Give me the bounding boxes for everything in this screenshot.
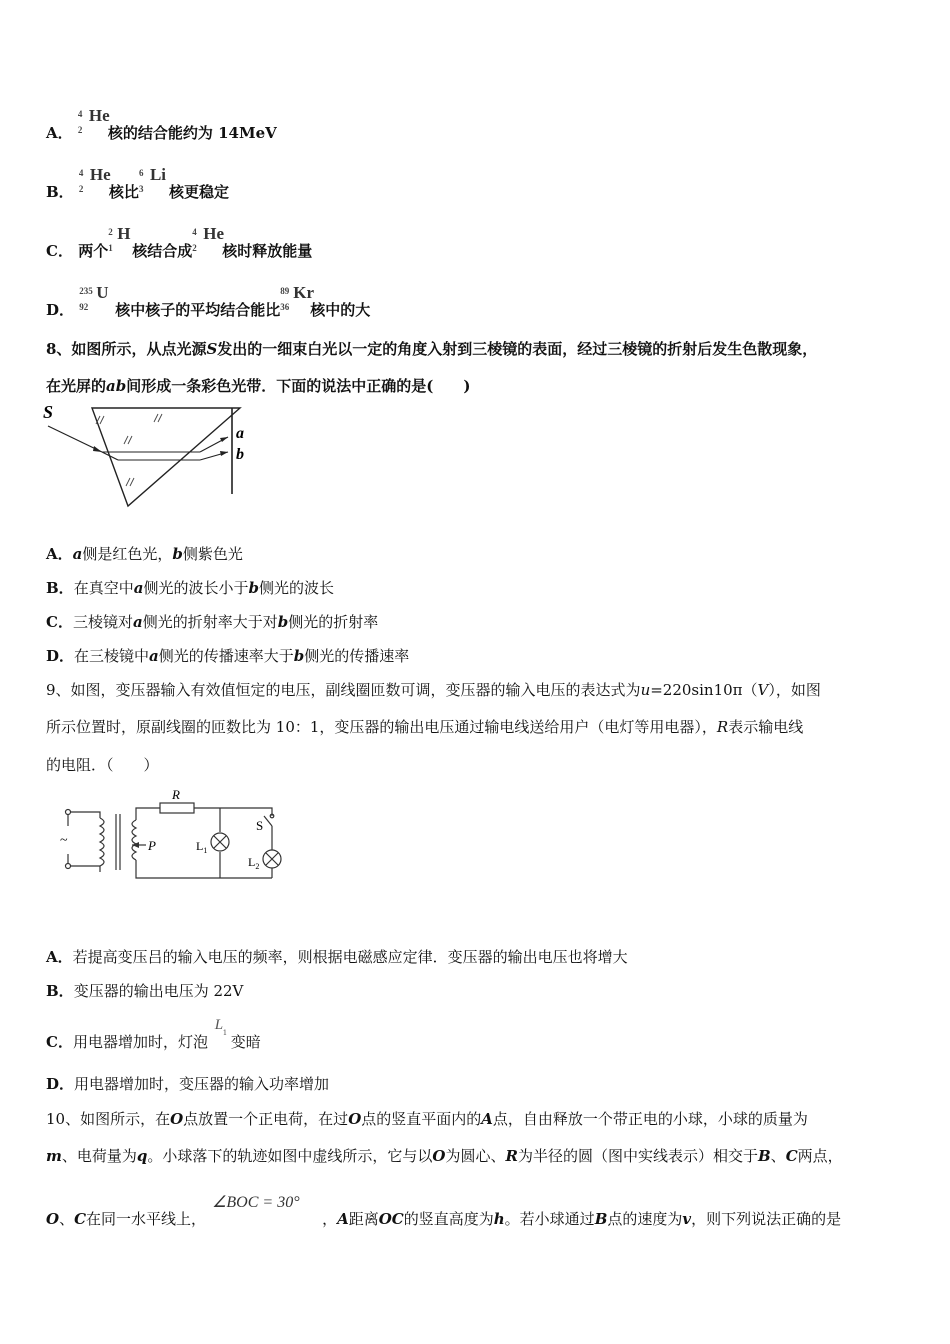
q7-option-a — [46, 106, 277, 143]
q8-stem-line1: 8、如图所示，从点光源S发出的一细束白光以一定的角度入射到三棱镜的表面，经过三棱镜的折射后发生色散现象， — [46, 340, 818, 358]
option-text: 核中核子的平均结合能比 — [115, 301, 281, 319]
label-l1: $L_1$ — [196, 839, 208, 855]
option-text: 两个 — [78, 242, 109, 260]
option-label: D． — [46, 301, 75, 319]
q9-option-c: C．用电器增加时，灯泡 L 1 变暗 — [46, 1017, 261, 1051]
label-p: P — [148, 838, 156, 853]
q9-option-a: A．若提高变压吕的输入电压的频率，则根据电磁感应定律．变压器的输出电压也将增大 — [46, 948, 628, 966]
isotope-kr89: 89 36 Kr — [280, 283, 315, 312]
q10-stem-line1: 10、如图所示，在O点放置一个正电荷，在过O点的竖直平面内的A点，自由释放一个带正电的小球，小球的质量为 — [46, 1110, 808, 1128]
q8-option-c: C．三棱镜对a侧光的折射率大于对b侧光的折射率 — [46, 613, 379, 631]
isotope-he4: 4 2 He — [192, 224, 224, 253]
prism-figure — [40, 402, 260, 514]
label-l2: $L_2$ — [248, 855, 260, 871]
isotope-he4: 4 2 He — [78, 165, 111, 194]
option-label: A． — [46, 124, 73, 142]
label-b: b — [236, 446, 244, 463]
q7-option-c — [46, 224, 313, 261]
transformer-circuit — [56, 786, 296, 896]
label-s: S — [256, 818, 264, 833]
lamp-l1-symbol: L 1 — [214, 1017, 228, 1037]
q9-stem-line1: 9、如图，变压器输入有效值恒定的电压，副线圈匝数可调，变压器的输入电压的表达式为u=220sin10π（V），如图 — [46, 681, 821, 699]
q9-stem-line3: 的电阻．（ ） — [46, 756, 159, 774]
q7-option-b — [46, 165, 229, 202]
isotope-h2: 2 1 H — [108, 224, 131, 253]
q8-stem-line2: 在光屏的ab间形成一条彩色光带．下面的说法中正确的是( ) — [46, 377, 471, 395]
q9-option-d: D．用电器增加时，变压器的输入功率增加 — [46, 1075, 330, 1093]
q8-option-a: A．a侧是红色光，b侧紫色光 — [46, 545, 243, 563]
option-text: 核中的大 — [310, 301, 371, 319]
q8-option-d: D．在三棱镜中a侧光的传播速率大于b侧光的传播速率 — [46, 647, 410, 665]
option-text: 核时释放能量 — [222, 242, 313, 260]
ac-source-label: ~ — [60, 833, 68, 848]
q7-option-d — [46, 283, 371, 320]
angle-formula: ∠BOC = 30° — [212, 1194, 300, 1211]
label-s: S — [43, 402, 54, 422]
q8-option-b: B．在真空中a侧光的波长小于b侧光的波长 — [46, 579, 334, 597]
option-text: 核的结合能约为 14MeV — [107, 124, 277, 142]
isotope-li6: 6 3 Li — [138, 165, 166, 194]
isotope-u235: 235 92 U — [79, 283, 109, 312]
label-r: R — [172, 787, 180, 802]
q9-stem-line2: 所示位置时，原副线圈的匝数比为 10：1，变压器的输出电压通过输电线送给用户（电灯等用电器），R表示输电线 — [46, 718, 804, 736]
option-text: 核结合成 — [132, 242, 193, 260]
q10-stem-line3: O、C在同一水平线上， ∠BOC = 30° ，A距离OC的竖直高度为h。若小球通过B点的速度为v，则下列说法正确的是 — [46, 1194, 842, 1228]
label-a: a — [236, 425, 244, 442]
q10-stem-line2: m、电荷量为q。小球落下的轨迹如图中虚线所示，它与以O为圆心、R为半径的圆（图中实线表示）相交于B、C两点， — [46, 1147, 843, 1165]
option-label: B． — [46, 183, 74, 201]
prism-triangle — [92, 408, 240, 506]
option-text: 核更稳定 — [168, 183, 229, 201]
option-label: C． — [46, 242, 73, 260]
isotope-he4: 4 2 He — [77, 106, 110, 135]
option-text: 核比 — [108, 183, 139, 201]
q9-option-b: B．变压器的输出电压为 22V — [46, 982, 244, 1000]
